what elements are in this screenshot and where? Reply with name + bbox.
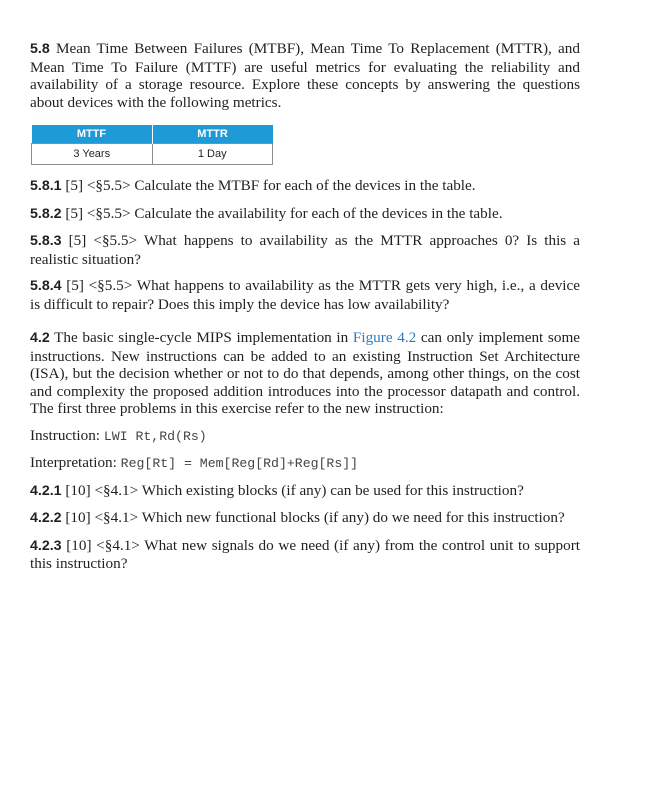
question-5-8-3 — [30, 232, 580, 268]
question-text: [10] <§4.1> What new signals do we need (if any) from the control unit to support this instruction? — [30, 536, 580, 572]
interpretation-code: Reg[Rt] = Mem[Reg[Rd]+Reg[Rs]] — [120, 456, 359, 471]
question-number: 4.2.1 — [30, 482, 62, 499]
interpretation-line — [30, 454, 580, 473]
question-text: [5] <§5.5> What happens to availability as the MTTR approaches 0? Is this a realistic situation? — [30, 232, 580, 268]
instruction-label: Instruction: — [30, 426, 104, 444]
question-text: [10] <§4.1> Which existing blocks (if any) can be used for this instruction? — [61, 481, 524, 499]
exercise-text-after: can only implement some instructions. New instructions can be added to an existing Instruction Set Architecture (ISA), but the decision whether or not to do that depends, among other things, on the cost and complexity the proposed addition introduces into the processor datapath and control. The first three problems in this exercise refer to the new instruction: — [30, 329, 580, 417]
metrics-table-wrapper — [30, 125, 580, 165]
question-4-2-3 — [30, 537, 580, 573]
question-text: [10] <§4.1> Which new functional blocks (if any) do we need for this instruction? — [61, 509, 565, 526]
figure-4-2-link[interactable]: Figure 4.2 — [352, 329, 417, 346]
question-4-2-2 — [30, 509, 580, 528]
exercise-number: 4.2 — [30, 330, 50, 346]
question-text: [5] <§5.5> What happens to availability as the MTTR gets very high, i.e., a device is difficult to repair? Does this imply the device has low availability? — [30, 277, 580, 313]
column-header-mttr: MTTR — [152, 125, 273, 144]
question-text: [5] <§5.5> Calculate the availability for each of the devices in the table. — [61, 204, 503, 222]
question-5-8-4 — [30, 277, 580, 313]
document-page — [30, 40, 580, 582]
instruction-line — [30, 427, 580, 446]
question-number: 5.8.1 — [30, 178, 62, 194]
exercise-number: 5.8 — [30, 41, 50, 57]
exercise-text: Mean Time Between Failures (MTBF), Mean Time To Replacement (MTTR), and Mean Time To Failure (MTTF) are useful metrics for evaluating the reliability and availability of a storage resource. Explore these concepts by answering the questions about devices with the following metrics. — [30, 40, 580, 111]
column-header-mttf: MTTF — [32, 125, 153, 144]
question-4-2-1 — [30, 482, 580, 501]
cell-mttf-value: 3 Years — [32, 144, 153, 165]
exercise-5-8-intro — [30, 40, 580, 111]
table-row — [32, 144, 273, 165]
instruction-code: LWI Rt,Rd(Rs) — [103, 428, 207, 444]
cell-mttr-value: 1 Day — [152, 144, 273, 165]
exercise-4-2-intro — [30, 329, 580, 418]
question-number: 5.8.2 — [30, 205, 62, 222]
question-5-8-2 — [30, 205, 580, 224]
exercise-text-before: The basic single-cycle MIPS implementation in — [49, 329, 353, 346]
question-number: 4.2.2 — [30, 510, 62, 526]
interpretation-label: Interpretation: — [30, 454, 121, 471]
question-5-8-1 — [30, 177, 580, 196]
question-number: 5.8.3 — [30, 233, 62, 249]
table-header-row — [32, 125, 273, 144]
metrics-table — [31, 125, 273, 165]
question-number: 4.2.3 — [30, 537, 62, 554]
question-text: [5] <§5.5> Calculate the MTBF for each of the devices in the table. — [61, 177, 476, 194]
question-number: 5.8.4 — [30, 278, 62, 294]
